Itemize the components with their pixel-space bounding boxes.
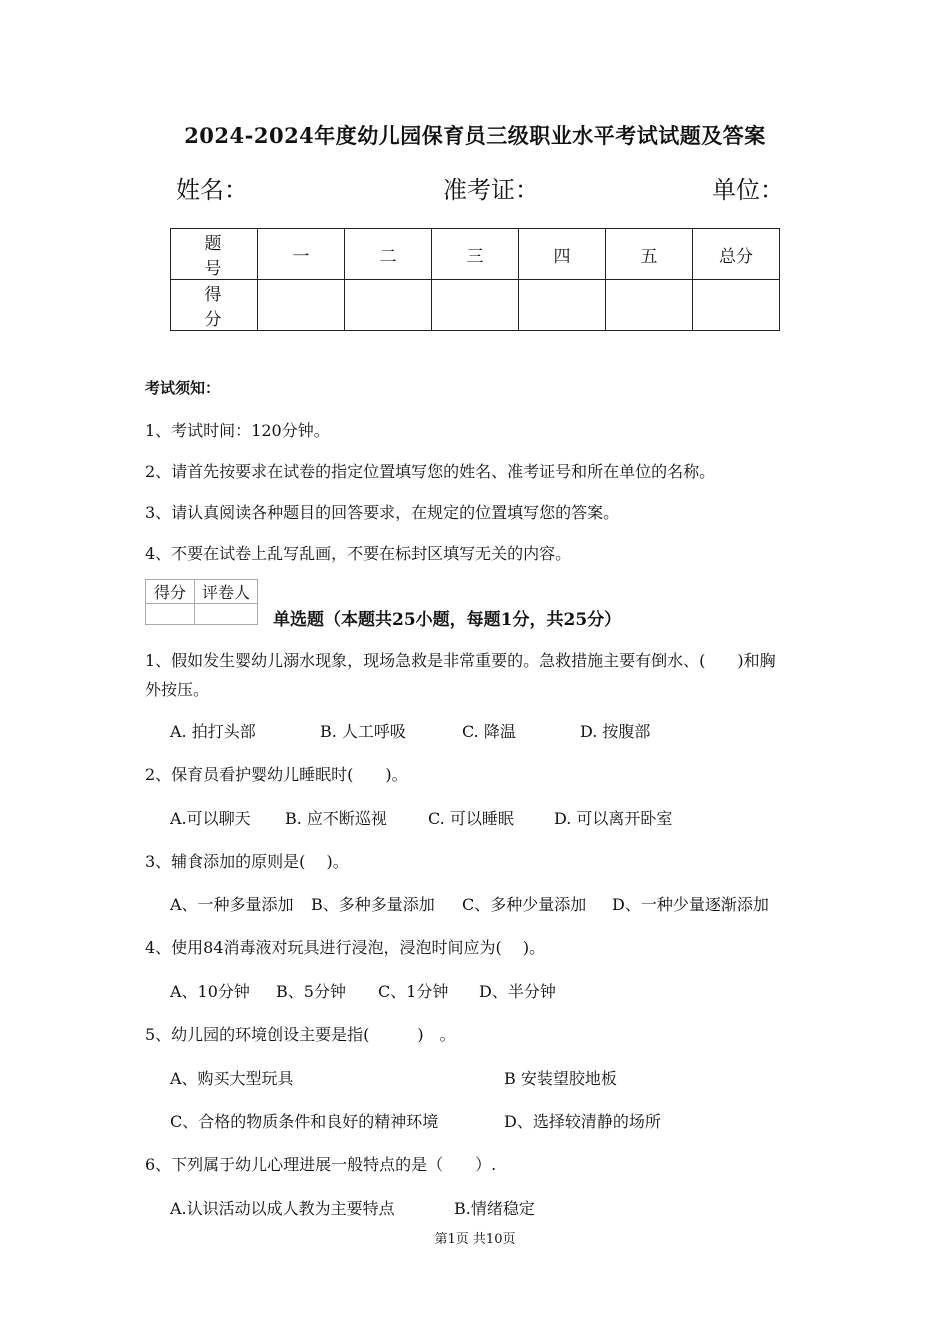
score-cell[interactable] (258, 280, 345, 331)
option-c: C、合格的物质条件和良好的精神环境 (170, 1112, 439, 1131)
score-cell[interactable] (693, 280, 780, 331)
unit-label: 单位： (712, 176, 784, 204)
score-table-score-row (171, 280, 780, 331)
question-text: 4、使用84消毒液对玩具进行浸泡，浸泡时间应为( )。 (145, 938, 546, 957)
question-text: 1、假如发生婴幼儿溺水现象，现场急救是非常重要的。急救措施主要有倒水、( )和胸 (145, 651, 776, 670)
column-header: 五 (606, 229, 693, 280)
page-title: 2024-2024年度幼儿园保育员三级职业水平考试试题及答案 (184, 123, 766, 148)
option-b: B、多种多量添加 (311, 895, 435, 914)
section-title: 单选题（本题共25小题，每题1分，共25分） (273, 610, 622, 630)
option-a: A、一种多量添加 (170, 895, 294, 914)
option-a: A.可以聊天 (170, 809, 251, 828)
option-d: D、半分钟 (479, 982, 556, 1001)
option-c: C. 降温 (462, 722, 516, 741)
column-header: 二 (345, 229, 432, 280)
option-a: A. 拍打头部 (170, 722, 256, 741)
page-footer: 第1页 共10页 (434, 1232, 516, 1247)
grader-name-label: 评卷人 (195, 580, 258, 604)
question-text: 2、保育员看护婴幼儿睡眠时( )。 (145, 765, 408, 784)
grader-score-cell[interactable] (146, 604, 195, 625)
question-text: 3、辅食添加的原则是( )。 (145, 852, 349, 871)
header-label-cell: 题 号 (171, 229, 258, 280)
notice-item: 1、考试时间：120分钟。 (145, 421, 330, 440)
question-text: 6、下列属于幼儿心理进展一般特点的是（ ）. (145, 1155, 497, 1174)
score-cell[interactable] (606, 280, 693, 331)
name-label: 姓名： (176, 176, 248, 204)
score-cell[interactable] (519, 280, 606, 331)
option-d: D、一种少量逐渐添加 (612, 895, 769, 914)
notice-item: 3、请认真阅读各种题目的回答要求，在规定的位置填写您的答案。 (145, 503, 620, 522)
question-text: 5、幼儿园的环境创设主要是指( ) 。 (145, 1025, 456, 1044)
column-header: 总分 (693, 229, 780, 280)
notice-item: 2、请首先按要求在试卷的指定位置填写您的姓名、准考证号和所在单位的名称。 (145, 462, 716, 481)
option-a: A、购买大型玩具 (170, 1069, 294, 1088)
option-d: D. 按腹部 (580, 722, 651, 741)
score-cell[interactable] (432, 280, 519, 331)
column-header: 四 (519, 229, 606, 280)
column-header: 一 (258, 229, 345, 280)
grader-name-cell[interactable] (195, 604, 258, 625)
grader-score-label: 得分 (146, 580, 195, 604)
option-c: C、多种少量添加 (462, 895, 587, 914)
grader-box (145, 579, 258, 625)
question-text-continued: 外按压。 (145, 680, 210, 699)
exam-no-label: 准考证： (443, 176, 539, 204)
option-c: C. 可以睡眠 (428, 809, 514, 828)
option-a: A、10分钟 (170, 982, 250, 1001)
option-b: B、5分钟 (276, 982, 346, 1001)
notice-item: 4、不要在试卷上乱写乱画，不要在标封区填写无关的内容。 (145, 544, 572, 563)
score-table-header-row (171, 229, 780, 280)
row-label-cell: 得 分 (171, 280, 258, 331)
option-b: B 安装望胶地板 (504, 1069, 617, 1088)
option-b: B. 应不断巡视 (285, 809, 387, 828)
score-cell[interactable] (345, 280, 432, 331)
option-b: B. 人工呼吸 (320, 722, 406, 741)
option-d: D. 可以离开卧室 (554, 809, 673, 828)
column-header: 三 (432, 229, 519, 280)
option-b: B.情绪稳定 (454, 1199, 535, 1218)
score-table (170, 228, 780, 331)
option-d: D、选择较清静的场所 (504, 1112, 661, 1131)
option-c: C、1分钟 (378, 982, 449, 1001)
option-a: A.认识活动以成人教为主要特点 (170, 1199, 395, 1218)
notice-heading: 考试须知： (145, 379, 221, 397)
